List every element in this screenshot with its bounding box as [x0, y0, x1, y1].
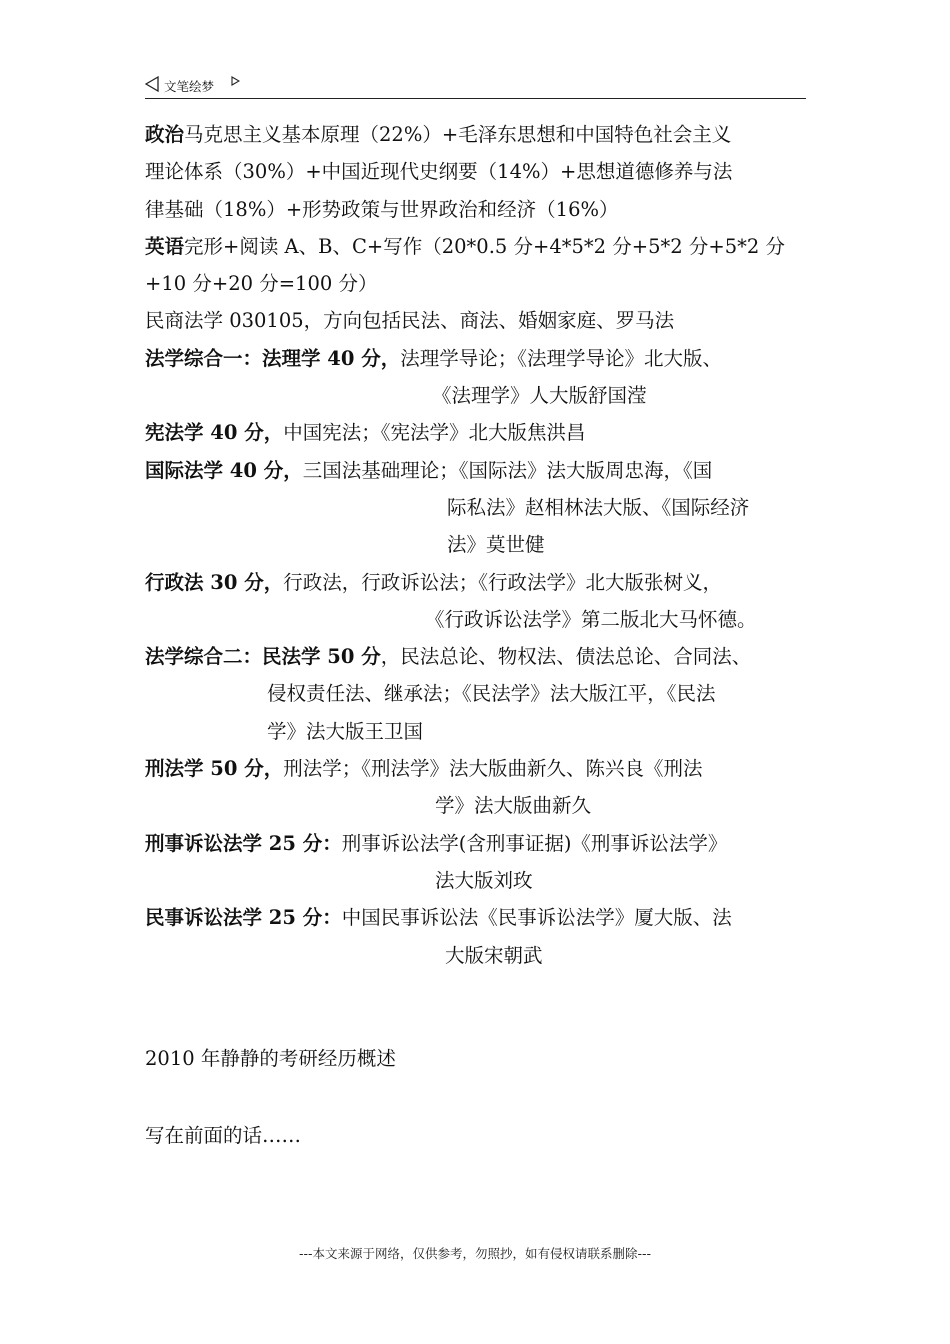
criminal-procedure-label: 刑事诉讼法学 25 分：: [145, 831, 342, 855]
page-header: [145, 72, 806, 99]
criminal-procedure-text: 刑事诉讼法学(含刑事证据)《刑事诉讼法学》: [341, 831, 728, 855]
criminal-line: [145, 750, 810, 787]
politics-text: 马克思主义基本原理（22%）+毛泽东思想和中国特色社会主义: [184, 123, 732, 146]
criminal-procedure-line: [145, 825, 810, 862]
politics-text: 理论体系（30%）+中国近现代史纲要（14%）+思想道德修养与法: [145, 160, 733, 184]
administrative-text: 《行政诉讼法学》第二版北大马怀德。: [425, 607, 757, 631]
law1-text: 《法理学》人大版舒国滢: [432, 384, 647, 408]
international-text: 际私法》赵相林法大版、《国际经济: [447, 495, 750, 519]
administrative-line: [145, 564, 810, 601]
law2-text: 侵权责任法、继承法；《民法学》法大版江平，《民法: [267, 682, 716, 706]
civil-procedure-text: 中国民事诉讼法《民事诉讼法学》厦大版、法: [341, 906, 732, 930]
preface-text: 写在前面的话……: [145, 1124, 302, 1148]
civil-procedure-line: [145, 899, 810, 936]
spacer: [145, 1077, 810, 1117]
page-footer: ---本文来源于网络，仅供参考，勿照抄，如有侵权请联系删除---: [298, 1246, 652, 1261]
criminal-text: 刑法学；《刑法学》法大版曲新久、陈兴良《刑法: [283, 757, 703, 781]
international-line: [145, 452, 810, 489]
triangle-left-icon: [145, 76, 159, 92]
document-body: [145, 116, 810, 1154]
constitution-label: 宪法学 40 分，: [145, 421, 284, 445]
law2-line: [145, 638, 810, 675]
law1-text: 法理学导论；《法理学导论》北大版、: [400, 346, 722, 370]
politics-line: [145, 116, 810, 153]
criminal-text: 学》法大版曲新久: [435, 794, 592, 818]
civil-procedure-label: 民事诉讼法学 25 分：: [145, 906, 342, 930]
spacer: [145, 974, 810, 1040]
administrative-label: 行政法 30 分，: [145, 570, 284, 594]
civil-procedure-text: 大版宋朝武: [445, 943, 543, 967]
international-label: 国际法学 40 分，: [145, 458, 303, 482]
law2-label: 法学综合二：民法学 50 分: [145, 645, 381, 669]
international-text: 法》莫世健: [447, 533, 545, 557]
politics-text: 律基础（18%）+形势政策与世界政治和经济（16%）: [145, 197, 619, 221]
english-label: 英语: [145, 234, 185, 258]
english-text: +10 分+20 分=100 分）: [145, 272, 378, 296]
law1-line: [145, 340, 810, 377]
criminal-procedure-text: 法大版刘玫: [435, 868, 533, 892]
constitution-line: [145, 414, 810, 451]
law2-text: 学》法大版王卫国: [267, 719, 424, 743]
criminal-label: 刑法学 50 分，: [145, 757, 284, 781]
english-line: [145, 228, 810, 265]
administrative-text: 行政法，行政诉讼法；《行政法学》北大版张树义，: [283, 570, 722, 594]
law2-text: ，民法总论、物权法、债法总论、合同法、: [380, 645, 752, 669]
international-text: 三国法基础理论；《国际法》法大版周忠海，《国: [302, 458, 713, 482]
major-text: 民商法学 030105，方向包括民法、商法、婚姻家庭、罗马法: [145, 309, 675, 333]
law1-label: 法学综合一：法理学 40 分，: [145, 346, 401, 370]
story-title: 2010 年静静的考研经历概述: [145, 1046, 396, 1070]
english-text: 完形+阅读 A、B、C+写作（20*0.5 分+4*5*2 分+5*2 分+5*2 分: [184, 234, 785, 258]
header-brand: 文笔绘梦: [164, 79, 215, 94]
triangle-right-icon: [231, 76, 240, 86]
constitution-text: 中国宪法；《宪法学》北大版焦洪昌: [283, 421, 586, 445]
politics-label: 政治: [145, 123, 185, 146]
